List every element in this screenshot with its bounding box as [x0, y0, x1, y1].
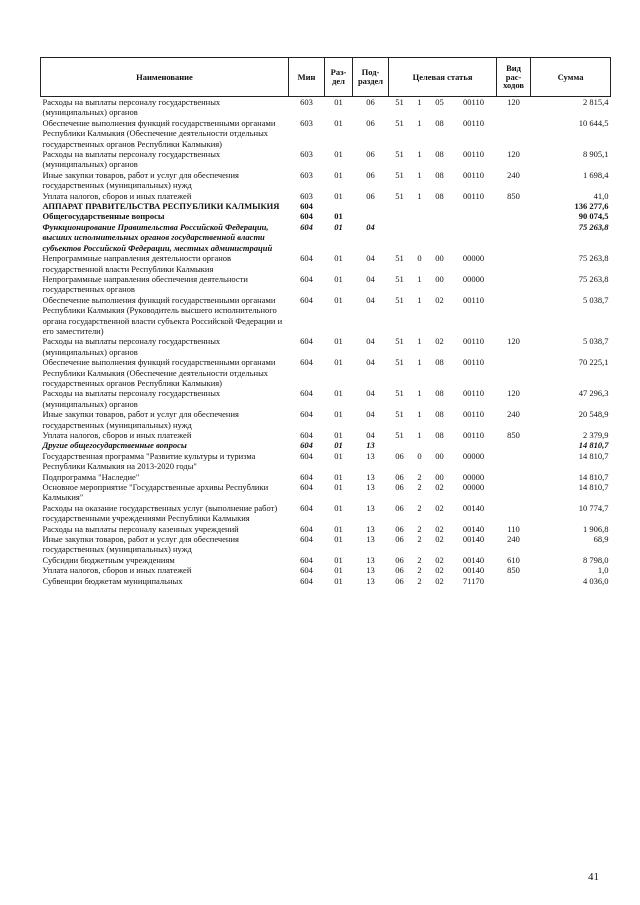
row-sum: 75 263,8	[578, 221, 609, 232]
row-cs-program: 06	[395, 450, 404, 461]
row-sum: 47 296,3	[578, 388, 609, 399]
row-cs-program: 51	[395, 388, 404, 399]
row-cs-program	[389, 201, 411, 211]
row-cs-event: 02	[435, 554, 444, 565]
row-min: 604	[300, 357, 313, 368]
row-razdel: 01	[334, 409, 343, 420]
row-podrazdel	[353, 211, 389, 221]
header-podrazdel: Под- раздел	[353, 58, 389, 97]
row-sum: 136 277,6	[574, 201, 609, 212]
row-cs-subprogram: 1	[417, 430, 422, 440]
row-podrazdel: 06	[366, 169, 375, 180]
row-name: Расходы на оказание государственных услуг (выполнение работ) государственными учреждениями Республики Калмыкия	[42, 502, 278, 524]
row-sum: 14 810,7	[578, 450, 609, 461]
row-name: Расходы на выплаты персоналу государственных (муниципальных) органов	[42, 388, 221, 409]
row-cs-program: 51	[395, 273, 404, 284]
row-cs-direction: 00000	[462, 482, 485, 493]
row-expense-type: 120	[507, 97, 520, 107]
row-podrazdel: 04	[366, 336, 375, 347]
row-cs-program: 51	[395, 97, 404, 107]
row-sum: 68,9	[593, 534, 609, 545]
header-sum: Сумма	[531, 58, 611, 97]
row-podrazdel: 13	[366, 554, 375, 565]
row-cs-direction: 00110	[463, 149, 484, 160]
row-name: Иные закупки товаров, работ и услуг для обеспечения государственных (муниципальных) нужд	[42, 169, 239, 191]
row-cs-event: 08	[435, 190, 444, 201]
row-cs-program: 51	[395, 409, 404, 420]
header-name: Наименование	[41, 58, 289, 97]
table-row	[41, 524, 611, 534]
row-min: 604	[300, 534, 313, 545]
row-sum: 90 074,5	[578, 211, 609, 222]
row-razdel: 01	[334, 534, 343, 545]
row-name: Иные закупки товаров, работ и услуг для обеспечения государственных (муниципальных) нужд	[42, 534, 239, 555]
row-razdel: 01	[334, 357, 343, 368]
row-cs-program: 51	[395, 253, 404, 264]
row-expense-type: 240	[507, 534, 520, 545]
row-sum: 14 810,7	[578, 440, 609, 451]
row-expense-type: 120	[507, 388, 520, 399]
row-podrazdel: 13	[366, 575, 375, 586]
row-cs-subprogram: 2	[417, 534, 422, 545]
row-min: 603	[300, 190, 313, 201]
row-sum: 10 774,7	[578, 502, 609, 513]
budget-document	[40, 57, 610, 594]
row-cs-event: 00	[435, 273, 444, 284]
row-podrazdel: 06	[366, 97, 375, 107]
row-razdel: 01	[334, 523, 343, 534]
row-sum: 8 905,1	[583, 149, 609, 160]
row-sum: 5 038,7	[583, 336, 609, 347]
row-name: Другие общегосударственные вопросы	[42, 440, 187, 451]
budget-table	[40, 57, 611, 586]
row-cs-event: 00	[435, 450, 444, 461]
row-cs-direction: 00140	[462, 523, 485, 534]
row-name: Обеспечение выполнения функций государственными органами Республики Калмыкия (Обеспечение деятельности отдельных государственных органов Республики Калмыкия)	[42, 117, 276, 149]
row-podrazdel: 13	[366, 450, 375, 461]
row-cs-subprogram: 1	[417, 117, 422, 128]
row-cs-direction: 00000	[462, 471, 485, 482]
table-row	[41, 336, 611, 357]
row-expense-type: 850	[507, 190, 520, 201]
row-sum: 1 906,8	[583, 523, 609, 534]
row-cs-program: 06	[395, 471, 404, 482]
row-min: 603	[300, 169, 313, 180]
row-expense-type	[497, 274, 531, 295]
row-expense-type	[497, 357, 531, 388]
row-min: 603	[300, 117, 313, 128]
table-row	[41, 274, 611, 295]
row-cs-event: 02	[435, 534, 444, 545]
row-cs-subprogram: 1	[417, 190, 422, 201]
row-cs-direction	[451, 440, 497, 450]
row-razdel: 01	[334, 450, 343, 461]
row-cs-event	[429, 211, 451, 221]
table-row	[41, 357, 611, 388]
row-razdel: 01	[334, 190, 343, 201]
row-cs-direction: 00110	[463, 388, 484, 399]
row-cs-direction: 00140	[462, 502, 485, 513]
row-razdel: 01	[334, 502, 343, 513]
header-expense-type: Вид рас- ходов	[497, 58, 531, 97]
row-sum: 70 225,1	[578, 357, 609, 368]
header-target-article: Целевая статья	[389, 58, 497, 97]
row-cs-event: 08	[435, 117, 444, 128]
row-cs-subprogram: 1	[417, 409, 422, 420]
row-min: 604	[300, 388, 313, 399]
row-name: Расходы на выплаты персоналу казенных учреждений	[42, 523, 239, 534]
table-row	[41, 576, 611, 586]
row-cs-event	[429, 222, 451, 253]
row-cs-subprogram: 1	[417, 294, 422, 305]
row-cs-direction	[451, 201, 497, 211]
row-name: Обеспечение выполнения функций государственными органами Республики Калмыкия (Руководитель высшего исполнительного органа государственной власти субъекта Российской Федерации и его заместители)	[42, 294, 283, 336]
row-podrazdel: 13	[366, 482, 375, 493]
row-cs-direction: 00110	[463, 409, 484, 420]
row-razdel	[325, 201, 353, 211]
row-name: Уплата налогов, сборов и иных платежей	[42, 190, 192, 201]
row-cs-program: 51	[395, 430, 404, 440]
row-cs-event: 08	[435, 357, 444, 368]
row-expense-type: 120	[507, 336, 520, 347]
row-min: 604	[300, 471, 313, 482]
row-cs-event: 08	[435, 149, 444, 160]
row-cs-program: 51	[395, 149, 404, 160]
row-cs-direction: 00140	[462, 565, 485, 576]
table-row	[41, 503, 611, 524]
row-expense-type	[497, 503, 531, 524]
row-sum: 5 038,7	[583, 294, 609, 305]
row-min: 603	[300, 97, 313, 107]
row-cs-direction: 00110	[463, 357, 484, 368]
row-cs-event	[429, 440, 451, 450]
row-razdel: 01	[334, 169, 343, 180]
row-cs-program	[389, 211, 411, 221]
row-cs-direction: 00110	[463, 169, 484, 180]
row-expense-type	[497, 201, 531, 211]
row-min: 604	[300, 482, 313, 493]
row-cs-direction: 00110	[463, 430, 484, 440]
row-podrazdel: 04	[366, 273, 375, 284]
table-header-row	[41, 58, 611, 97]
row-expense-type: 110	[507, 523, 520, 534]
row-cs-subprogram: 2	[417, 565, 422, 576]
row-cs-direction: 00110	[463, 294, 484, 305]
row-sum: 14 810,7	[578, 471, 609, 482]
row-name: Основное мероприятие "Государственные архивы Республики Калмыкия"	[42, 482, 269, 503]
row-sum: 2 815,4	[583, 97, 609, 107]
row-podrazdel: 06	[366, 117, 375, 128]
row-min: 604	[300, 575, 313, 586]
row-name: Обеспечение выполнения функций государственными органами Республики Калмыкия (Обеспечение деятельности отдельных государственных органов Республики Калмыкия)	[42, 357, 276, 388]
table-row	[41, 211, 611, 221]
table-row	[41, 409, 611, 430]
table-row	[41, 440, 611, 450]
row-podrazdel: 13	[366, 523, 375, 534]
row-min: 604	[300, 294, 313, 305]
row-expense-type	[497, 222, 531, 253]
row-cs-subprogram: 2	[417, 502, 422, 513]
row-razdel: 01	[334, 211, 343, 222]
row-name: Функционирование Правительства Российской Федерации, высших исполнительных органов государственной власти субъектов Российской Федерации, местных администраций	[42, 221, 273, 253]
row-podrazdel: 04	[366, 409, 375, 420]
row-cs-direction: 00140	[462, 554, 485, 565]
row-sum: 75 263,8	[578, 273, 609, 284]
row-podrazdel: 04	[366, 253, 375, 264]
row-cs-event: 02	[435, 575, 444, 586]
row-cs-direction: 71170	[463, 575, 484, 586]
row-expense-type: 850	[507, 430, 520, 440]
row-cs-direction: 00110	[463, 190, 484, 201]
row-sum: 14 810,7	[578, 482, 609, 493]
row-expense-type	[497, 211, 531, 221]
row-cs-event: 02	[435, 502, 444, 513]
row-razdel: 01	[334, 471, 343, 482]
row-razdel: 01	[334, 482, 343, 493]
table-body	[41, 97, 611, 587]
row-cs-program: 06	[395, 575, 404, 586]
row-cs-program: 06	[395, 534, 404, 545]
row-expense-type	[497, 118, 531, 149]
row-razdel: 01	[334, 273, 343, 284]
row-name: Уплата налогов, сборов и иных платежей	[42, 430, 192, 440]
row-name: Субсидии бюджетным учреждениям	[42, 554, 175, 565]
row-razdel: 01	[334, 294, 343, 305]
row-cs-event: 08	[435, 169, 444, 180]
row-cs-direction: 00000	[462, 450, 485, 461]
row-cs-direction: 00110	[463, 117, 484, 128]
row-sum: 20 548,9	[578, 409, 609, 420]
header-razdel: Раз- дел	[325, 58, 353, 97]
table-row	[41, 451, 611, 472]
row-cs-direction	[451, 222, 497, 253]
row-cs-subprogram: 0	[417, 450, 422, 461]
row-razdel: 01	[334, 117, 343, 128]
row-podrazdel: 13	[366, 534, 375, 545]
row-sum: 1 698,4	[583, 169, 609, 180]
row-sum: 75 263,8	[578, 253, 609, 264]
row-expense-type	[497, 482, 531, 503]
row-cs-program: 51	[395, 169, 404, 180]
row-expense-type	[497, 576, 531, 586]
row-cs-program	[389, 440, 411, 450]
row-cs-subprogram: 1	[417, 97, 422, 107]
row-min: 604	[300, 221, 313, 232]
table-row	[41, 253, 611, 274]
row-razdel: 01	[334, 221, 343, 232]
row-cs-subprogram	[411, 201, 429, 211]
table-row	[41, 222, 611, 253]
row-sum: 4 036,0	[583, 575, 609, 586]
row-podrazdel: 04	[366, 294, 375, 305]
row-cs-direction: 00140	[462, 534, 485, 545]
table-row	[41, 388, 611, 409]
row-cs-program: 51	[395, 357, 404, 368]
row-podrazdel: 13	[366, 440, 375, 451]
row-expense-type	[497, 253, 531, 274]
row-cs-subprogram: 1	[417, 149, 422, 160]
row-cs-subprogram: 1	[417, 169, 422, 180]
row-cs-event: 00	[435, 253, 444, 264]
row-min: 604	[300, 440, 313, 451]
row-expense-type	[497, 440, 531, 450]
row-cs-subprogram: 1	[417, 357, 422, 368]
row-cs-direction: 00000	[462, 273, 485, 284]
row-podrazdel: 13	[366, 471, 375, 482]
row-sum: 8 798,0	[583, 554, 609, 565]
row-cs-subprogram: 0	[417, 253, 422, 264]
row-razdel: 01	[334, 575, 343, 586]
row-cs-event: 02	[435, 336, 444, 347]
row-cs-program: 06	[395, 554, 404, 565]
row-cs-program: 06	[395, 502, 404, 513]
row-cs-subprogram: 2	[417, 523, 422, 534]
row-cs-event: 02	[435, 523, 444, 534]
row-min: 604	[300, 273, 313, 284]
table-row	[41, 430, 611, 440]
row-name: Расходы на выплаты персоналу государственных (муниципальных) органов	[42, 97, 221, 118]
row-cs-event: 02	[435, 565, 444, 576]
table-row	[41, 149, 611, 170]
row-cs-program: 06	[395, 523, 404, 534]
row-cs-program: 51	[395, 336, 404, 347]
row-expense-type: 120	[507, 149, 520, 160]
table-row	[41, 201, 611, 211]
row-min: 604	[300, 565, 313, 576]
table-row	[41, 191, 611, 201]
row-cs-event: 08	[435, 430, 444, 440]
page-number: 41	[588, 871, 599, 883]
table-row	[41, 565, 611, 575]
row-min: 604	[300, 554, 313, 565]
row-podrazdel: 06	[366, 149, 375, 160]
row-razdel: 01	[334, 97, 343, 107]
row-min: 604	[300, 523, 313, 534]
row-cs-program: 51	[395, 190, 404, 201]
row-cs-program: 06	[395, 565, 404, 576]
row-expense-type: 610	[507, 554, 520, 565]
row-podrazdel: 04	[366, 357, 375, 368]
row-min: 604	[300, 201, 313, 212]
row-name: Государственная программа "Развитие культуры и туризма Республики Калмыкия на 2013-2020 годы"	[42, 450, 256, 472]
row-min: 604	[300, 430, 313, 440]
row-podrazdel: 04	[366, 221, 375, 232]
row-razdel: 01	[334, 253, 343, 264]
row-sum: 2 379,9	[583, 430, 609, 440]
row-name: Непрограммные направления обеспечения деятельности государственных органов	[42, 273, 248, 295]
row-razdel: 01	[334, 554, 343, 565]
row-min: 604	[300, 211, 313, 222]
row-sum: 1,0	[597, 565, 609, 576]
table-row	[41, 295, 611, 337]
row-cs-event: 08	[435, 409, 444, 420]
row-name: Общегосударственные вопросы	[42, 211, 165, 222]
row-cs-subprogram: 2	[417, 482, 422, 493]
row-name: Непрограммные направления деятельности органов государственной власти Республики Калмыкия	[42, 253, 232, 274]
row-min: 603	[300, 149, 313, 160]
row-expense-type: 850	[507, 565, 520, 576]
row-podrazdel: 13	[366, 565, 375, 576]
table-row	[41, 118, 611, 149]
row-name: Расходы на выплаты персоналу государственных (муниципальных) органов	[42, 336, 221, 357]
row-expense-type: 240	[507, 409, 520, 420]
row-cs-subprogram: 1	[417, 336, 422, 347]
row-name: АППАРАТ ПРАВИТЕЛЬСТВА РЕСПУБЛИКИ КАЛМЫКИЯ	[42, 201, 280, 212]
row-cs-program: 51	[395, 294, 404, 305]
row-min: 604	[300, 253, 313, 264]
row-cs-direction: 00110	[463, 97, 484, 107]
table-row	[41, 170, 611, 191]
row-min: 604	[300, 336, 313, 347]
row-expense-type	[497, 472, 531, 482]
row-cs-subprogram	[411, 440, 429, 450]
row-cs-subprogram: 1	[417, 273, 422, 284]
row-sum: 41,0	[593, 190, 609, 201]
row-cs-event	[429, 201, 451, 211]
row-podrazdel: 04	[366, 388, 375, 399]
row-podrazdel: 04	[366, 430, 375, 440]
row-cs-subprogram	[411, 222, 429, 253]
row-razdel: 01	[334, 430, 343, 440]
row-cs-subprogram: 1	[417, 388, 422, 399]
row-cs-program: 06	[395, 482, 404, 493]
row-expense-type	[497, 295, 531, 337]
row-razdel: 01	[334, 336, 343, 347]
row-name: Подпрограмма "Наследие"	[42, 471, 140, 482]
header-min: Мин	[289, 58, 325, 97]
row-expense-type	[497, 451, 531, 472]
row-cs-subprogram: 2	[417, 471, 422, 482]
row-cs-event: 08	[435, 388, 444, 399]
table-row	[41, 472, 611, 482]
row-razdel: 01	[334, 149, 343, 160]
row-sum: 10 644,5	[578, 117, 609, 128]
row-razdel: 01	[334, 565, 343, 576]
row-cs-event: 05	[435, 97, 444, 107]
row-min: 604	[300, 450, 313, 461]
table-row	[41, 97, 611, 118]
row-name: Субвенции бюджетам муниципальных	[42, 575, 183, 586]
row-name: Иные закупки товаров, работ и услуг для обеспечения государственных (муниципальных) нужд	[42, 409, 239, 430]
table-row	[41, 534, 611, 555]
row-podrazdel: 06	[366, 190, 375, 201]
row-cs-program	[389, 222, 411, 253]
row-cs-direction: 00110	[463, 336, 484, 347]
row-cs-program: 51	[395, 117, 404, 128]
row-min: 604	[300, 409, 313, 420]
row-min: 604	[300, 502, 313, 513]
row-razdel: 01	[334, 388, 343, 399]
row-podrazdel: 13	[366, 502, 375, 513]
row-cs-subprogram: 2	[417, 575, 422, 586]
row-podrazdel	[353, 201, 389, 211]
row-razdel: 01	[334, 440, 343, 451]
table-row	[41, 482, 611, 503]
row-cs-direction	[451, 211, 497, 221]
row-name: Расходы на выплаты персоналу государственных (муниципальных) органов	[42, 149, 221, 170]
row-cs-event: 02	[435, 294, 444, 305]
row-cs-event: 02	[435, 482, 444, 493]
table-row	[41, 555, 611, 565]
row-expense-type: 240	[507, 169, 520, 180]
row-cs-event: 00	[435, 471, 444, 482]
row-cs-subprogram	[411, 211, 429, 221]
row-cs-direction: 00000	[462, 253, 485, 264]
row-name: Уплата налогов, сборов и иных платежей	[42, 565, 192, 576]
row-cs-subprogram: 2	[417, 554, 422, 565]
